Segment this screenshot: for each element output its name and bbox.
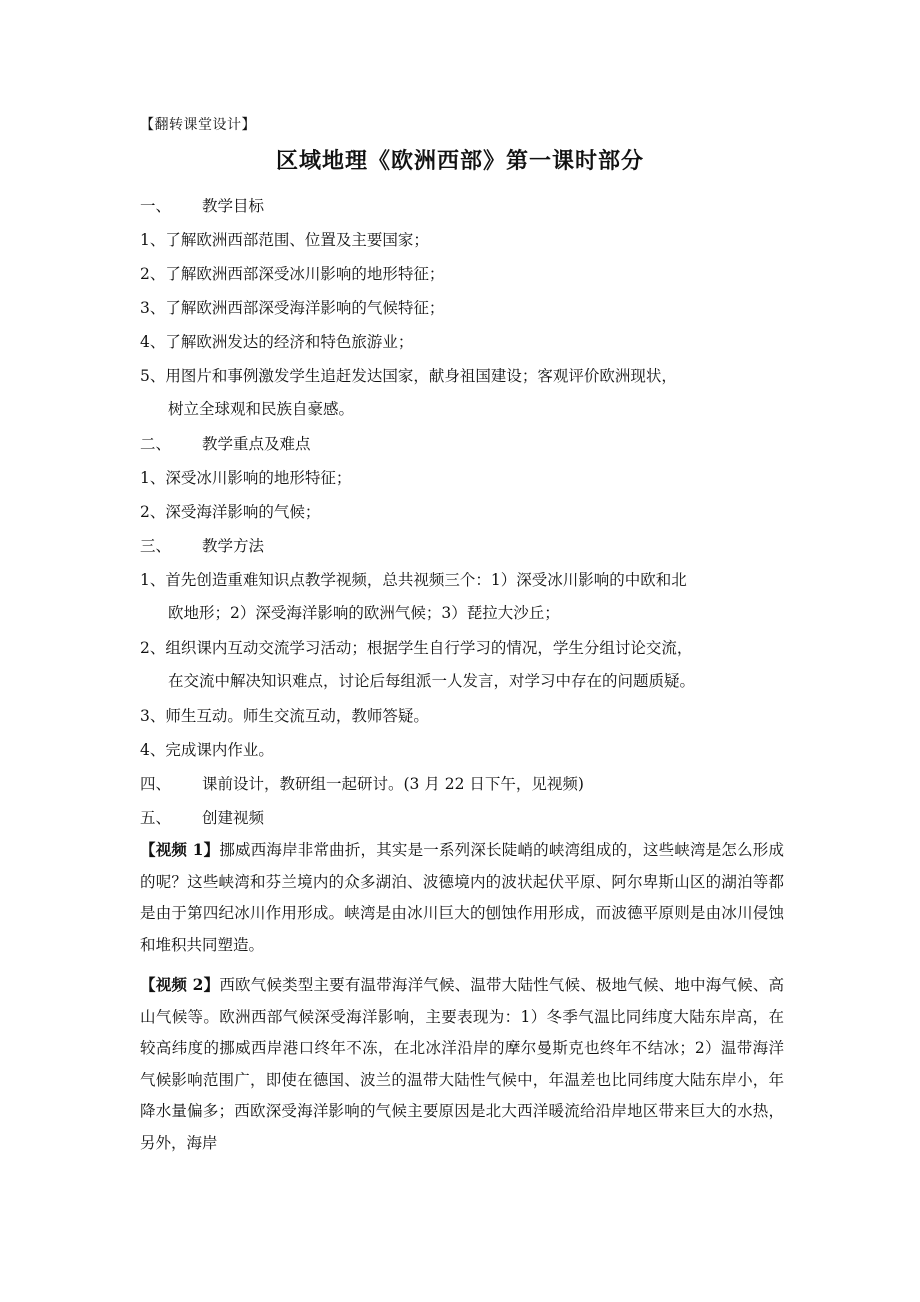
method-item: 3、师生互动。师生交流互动，教师答疑。 <box>140 707 429 725</box>
section-heading-goals <box>140 194 790 216</box>
method-item: 1、首先创造重难知识点教学视频，总共视频三个：1）深受冰川影响的中欧和北 <box>140 571 687 589</box>
video-1-label: 【视频 1】 <box>140 840 220 859</box>
section-label: 教学重点及难点 <box>202 435 311 453</box>
section-heading-methods <box>140 534 790 556</box>
method-item: 2、组织课内互动交流学习活动；根据学生自行学习的情况，学生分组讨论交流， <box>140 639 693 657</box>
header-tag: 【翻转课堂设计】 <box>140 117 256 133</box>
section-heading-key-points <box>140 432 790 454</box>
key-point-item: 2、深受海洋影响的气候； <box>140 503 321 521</box>
section-number: 二、 <box>140 435 172 453</box>
page-title: 区域地理《欧洲西部》第一课时部分 <box>275 148 644 174</box>
section-heading-create-video <box>140 806 790 828</box>
key-point-item: 1、深受冰川影响的地形特征； <box>140 469 352 487</box>
video-1-paragraph <box>140 834 784 961</box>
method-item-continuation: 在交流中解决知识难点，讨论后每组派一人发言，对学习中存在的问题质疑。 <box>168 672 696 690</box>
section-label: 创建视频 <box>202 809 265 827</box>
section-number: 三、 <box>140 537 172 555</box>
section-number: 五、 <box>140 809 172 827</box>
section-label: 教学方法 <box>202 537 265 555</box>
goal-item: 2、了解欧洲西部深受冰川影响的地形特征； <box>140 265 445 283</box>
method-item: 4、完成课内作业。 <box>140 741 274 759</box>
section-label: 课前设计，教研组一起研讨。(3 月 22 日下午，见视频) <box>202 775 584 793</box>
video-1-text: 挪威西海岸非常曲折，其实是一系列深长陡峭的峡湾组成的，这些峡湾是怎么形成的呢？这些峡湾和芬兰境内的众多湖泊、波德境内的波状起伏平原、阿尔卑斯山区的湖泊等都是由于第四纪冰川作用形成。峡湾是由冰川巨大的刨蚀作用形成，而波德平原则是由冰川侵蚀和堆积共同塑造。 <box>140 841 784 954</box>
method-item-continuation: 欧地形；2）深受海洋影响的欧洲气候；3）琵拉大沙丘； <box>168 604 560 622</box>
goal-item: 1、了解欧洲西部范围、位置及主要国家； <box>140 231 429 249</box>
section-number: 四、 <box>140 775 172 793</box>
video-2-label: 【视频 2】 <box>140 975 220 994</box>
goal-item-continuation: 树立全球观和民族自豪感。 <box>168 400 355 418</box>
goal-item: 4、了解欧洲发达的经济和特色旅游业； <box>140 333 414 351</box>
video-2-text: 西欧气候类型主要有温带海洋气候、温带大陆性气候、极地气候、地中海气候、高山气候等。欧洲西部气候深受海洋影响，主要表现为：1）冬季气温比同纬度大陆东岸高，在较高纬度的挪威西岸港口终年不冻，在北冰洋沿岸的摩尔曼斯克也终年不结冰；2）温带海洋气候影响范围广，即使在德国、波兰的温带大陆性气候中，年温差也比同纬度大陆东岸小，年降水量偏多；西欧深受海洋影响的气候主要原因是北大西洋暖流给沿岸地区带来巨大的水热，另外，海岸 <box>140 976 784 1152</box>
goal-item: 5、用图片和事例激发学生追赶发达国家，献身祖国建设；客观评价欧洲现状， <box>140 367 677 385</box>
section-heading-pre-class <box>140 772 790 794</box>
goal-item: 3、了解欧洲西部深受海洋影响的气候特征； <box>140 299 445 317</box>
section-number: 一、 <box>140 197 172 215</box>
section-label: 教学目标 <box>202 197 265 215</box>
video-2-paragraph <box>140 969 784 1159</box>
